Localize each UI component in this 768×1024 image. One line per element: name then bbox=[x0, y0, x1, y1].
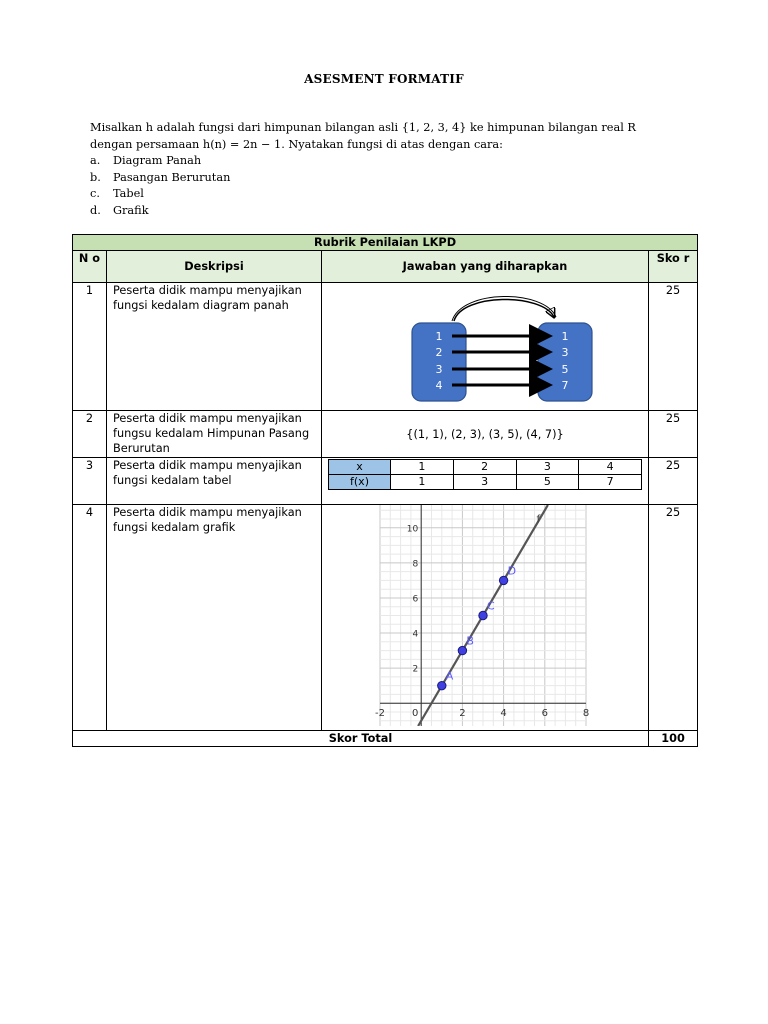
row-3-description: Peserta didik mampu menyajikan fungsi kedalam tabel bbox=[107, 458, 322, 505]
domain-value-2: 2 bbox=[435, 346, 443, 359]
row-1-no: 1 bbox=[73, 283, 107, 411]
data-point-c bbox=[479, 611, 487, 619]
x-tick-label: 8 bbox=[582, 708, 590, 720]
row-2-answer: {(1, 1), (2, 3), (3, 5), (4, 7)} bbox=[322, 411, 649, 458]
header-no: N o bbox=[73, 251, 107, 283]
fx-value: 1 bbox=[391, 475, 454, 490]
row-3-answer bbox=[322, 458, 649, 505]
rubric-title: Rubrik Penilaian LKPD bbox=[73, 235, 698, 251]
option-c: c. Tabel bbox=[90, 187, 144, 200]
data-point-label: A bbox=[445, 669, 454, 683]
x-value: 2 bbox=[453, 460, 516, 475]
row-3-score: 25 bbox=[649, 458, 698, 505]
arrow-diagram bbox=[322, 283, 649, 406]
header-answer: Jawaban yang diharapkan bbox=[322, 251, 649, 283]
x-tick-label: -2 bbox=[375, 708, 385, 720]
row-4-answer bbox=[322, 505, 649, 731]
row-1-score: 25 bbox=[649, 283, 698, 411]
row-2-score: 25 bbox=[649, 411, 698, 458]
option-a: a. Diagram Panah bbox=[90, 154, 202, 167]
question-text bbox=[90, 120, 690, 219]
row-2-no: 2 bbox=[73, 411, 107, 458]
data-point-d bbox=[499, 576, 507, 584]
row-2-description: Peserta didik mampu menyajikan fungsu kedalam Himpunan Pasang Berurutan bbox=[107, 411, 322, 458]
question-line-2: dengan persamaan h(n) = 2n − 1. Nyatakan fungsi di atas dengan cara: bbox=[90, 137, 503, 151]
total-score: 100 bbox=[649, 731, 698, 747]
function-label: f bbox=[536, 512, 541, 526]
codomain-value-3: 5 bbox=[561, 363, 569, 376]
codomain-value-2: 3 bbox=[561, 346, 569, 359]
x-tick-label: 4 bbox=[500, 708, 507, 720]
data-point-b bbox=[458, 646, 466, 654]
x-tick-label: 2 bbox=[459, 708, 466, 720]
fx-label: f(x) bbox=[329, 475, 391, 490]
y-tick-label: 2 bbox=[412, 664, 419, 675]
fx-value: 7 bbox=[579, 475, 642, 490]
domain-value-1: 1 bbox=[435, 330, 443, 343]
y-tick-label: 4 bbox=[412, 629, 419, 640]
data-point-label: B bbox=[466, 634, 474, 648]
question-line-1: Misalkan h adalah fungsi dari himpunan bilangan asli {1, 2, 3, 4} ke himpunan bilangan real R bbox=[90, 121, 636, 134]
row-1-description: Peserta didik mampu menyajikan fungsi kedalam diagram panah bbox=[107, 283, 322, 411]
rubric-table bbox=[72, 234, 698, 747]
x-value: 1 bbox=[391, 460, 454, 475]
fx-value: 3 bbox=[453, 475, 516, 490]
header-description: Deskripsi bbox=[107, 251, 322, 283]
y-tick-label: 6 bbox=[412, 594, 419, 605]
mapping-arrows bbox=[452, 336, 550, 385]
x-label: x bbox=[329, 460, 391, 475]
option-d: d. Grafik bbox=[90, 203, 149, 217]
x-value: 3 bbox=[516, 460, 579, 475]
data-point-label: D bbox=[507, 564, 517, 578]
data-point-a bbox=[438, 681, 446, 689]
page-title: ASESMENT FORMATIF bbox=[304, 72, 464, 86]
row-3-no: 3 bbox=[73, 458, 107, 505]
option-b: b. Pasangan Berurutan bbox=[90, 170, 231, 184]
x-value: 4 bbox=[579, 460, 642, 475]
y-tick-label: 8 bbox=[412, 559, 419, 570]
codomain-value-4: 7 bbox=[561, 379, 569, 392]
domain-value-3: 3 bbox=[435, 363, 443, 376]
data-point-label: C bbox=[487, 599, 495, 613]
fx-value: 5 bbox=[516, 475, 579, 490]
row-4-description: Peserta didik mampu menyajikan fungsi kedalam grafik bbox=[107, 505, 322, 731]
x-tick-label: 0 bbox=[412, 708, 419, 720]
row-4-no: 4 bbox=[73, 505, 107, 731]
x-tick-label: 6 bbox=[541, 708, 548, 720]
y-tick-label: 10 bbox=[406, 524, 419, 535]
total-label: Skor Total bbox=[73, 731, 649, 747]
codomain-value-1: 1 bbox=[561, 330, 569, 343]
domain-value-4: 4 bbox=[435, 379, 443, 392]
row-1-answer bbox=[322, 283, 649, 411]
row-4-score: 25 bbox=[649, 505, 698, 731]
function-graph bbox=[322, 505, 649, 726]
function-value-table bbox=[328, 459, 642, 490]
header-score: Sko r bbox=[649, 251, 698, 283]
